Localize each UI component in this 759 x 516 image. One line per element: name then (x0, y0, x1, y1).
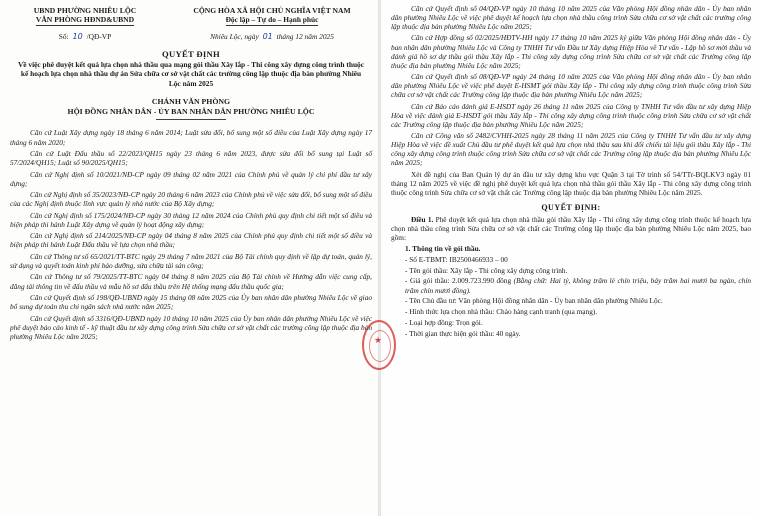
item-package-price (405, 276, 751, 294)
legal-basis-clause: Căn cứ Quyết định số 3316/QĐ-UBND ngày 10 tháng 10 năm 2025 của Ủy ban nhân dân phường Nhiêu Lộc về việc phê duyệt báo cáo kinh tế - kỹ thuật đầu tư xây dựng công trình Sửa chữa cơ sở vật chất các trường công lập thuộc địa bàn phường Nhiêu Lộc năm 2025; (10, 313, 372, 341)
article-1 (391, 215, 751, 242)
seal-star-icon: ★ (374, 336, 383, 346)
legal-basis-clause: Căn cứ Nghị định số 214/2025/NĐ-CP ngày 04 tháng 8 năm 2025 của Chính phủ quy định chi tiết một số điều và biện pháp thi hành Luật Đấu thầu về lựa chọn nhà thầu; (10, 231, 372, 250)
legal-basis-clause: Căn cứ Quyết định số 04/QĐ-VP ngày 10 tháng 10 năm 2025 của Văn phòng Hội đồng nhân dân - Ủy ban nhân dân phường Nhiêu Lộc về việc phê duyệt kế hoạch lựa chọn nhà thầu công trình Sửa chữa cơ sở vật chất các trường công lập thuộc địa bàn phường Nhiêu Lộc năm 2025; (391, 4, 751, 32)
article-1-label: Điều 1. (411, 214, 434, 224)
right-legal-basis (391, 4, 751, 167)
legal-basis-clause: Căn cứ Luật Xây dựng ngày 18 tháng 6 năm 2014; Luật sửa đổi, bổ sung một số điều của Luật Xây dựng ngày 17 tháng 6 năm 2020; (10, 128, 372, 147)
item-owner: - Tên Chủ đầu tư: Văn phòng Hội đồng nhân dân - Ủy ban nhân dân phường Nhiêu Lộc. (405, 296, 663, 306)
legal-basis-clause: Căn cứ Hợp đồng số 02/2025/HĐTV-HH ngày 17 tháng 10 năm 2025 ký giữa Văn phòng Hội đồng nhân dân - Ủy ban nhân dân phường Nhiêu Lộc và Công ty TNHH Tư vấn Đầu tư Xây dựng Hiệp Hòa về Tư vấn - Lập hồ sơ mời thầu và đánh giá hồ sơ dự thầu gói thầu Xây lắp - Thi công xây dựng công trình Sửa chữa cơ sở vật chất các Trường công lập thuộc địa bàn phường Nhiêu Lộc năm 2025; (391, 33, 751, 70)
article-1-text: Phê duyệt kết quả lựa chọn nhà thầu gói thầu Xây lắp - Thi công xây dựng công trình thuộc kế hoạch lựa chọn nhà thầu công trình Sửa chữa cơ sở vật chất các Trường công lập thuộc địa bàn phường Nhiêu Lộc năm 2025, bao gồm: (391, 214, 751, 242)
org-line-1: UBND PHƯỜNG NHIÊU LỘC (33, 6, 137, 15)
legal-basis-clause: Căn cứ Nghị định số 10/2021/NĐ-CP ngày 09 tháng 02 năm 2021 của Chính phủ về quản lý chi phí đầu tư xây dựng; (10, 169, 372, 188)
section-1-title: 1. Thông tin về gói thầu. (405, 244, 481, 254)
nation-name: CỘNG HÒA XÃ HỘI CHỦ NGHĨA VIỆT NAM (193, 6, 351, 15)
item-selection-form: - Hình thức lựa chọn nhà thầu: Chào hàng cạnh tranh (qua mạng). (405, 307, 598, 317)
legal-basis-clause: Căn cứ Quyết định số 198/QĐ-UBND ngày 15 tháng 08 năm 2025 của Ủy ban nhân dân phường Nhiêu Lộc về giao bổ sung dự toán thu chi ngân sách nhà nước năm 2025; (10, 293, 372, 312)
document-date (172, 32, 372, 41)
item-duration: - Thời gian thực hiện gói thầu: 40 ngày. (405, 329, 521, 339)
number-suffix: /QĐ-VP (86, 32, 112, 41)
document-title: QUYẾT ĐỊNH (162, 49, 220, 59)
authority-line-1: CHÁNH VĂN PHÒNG (151, 97, 231, 107)
legal-basis-clause: Căn cứ Quyết định số 08/QĐ-VP ngày 24 tháng 10 năm 2025 của Văn phòng Hội đồng nhân dân - Ủy ban nhân dân phường Nhiêu Lộc về việc phê duyệt E-HSMT gói thầu Xây lắp - Thi công xây dựng công trình thuộc công trình Sửa chữa cơ sở vật chất các Trường công lập thuộc địa bàn phường Nhiêu Lộc năm 2025; (391, 72, 751, 100)
separator-line (156, 119, 226, 120)
left-legal-basis (10, 128, 372, 340)
decision-heading: QUYẾT ĐỊNH: (541, 202, 601, 212)
legal-basis-clause: Căn cứ Thông tư số 79/2025/TT-BTC ngày 04 tháng 8 năm 2025 của Bộ Tài chính về Hướng dẫn việc cung cấp, đăng tải thông tin về đấu thầu và mẫu hồ sơ đấu thầu trên Hệ thống mạng đấu thầu quốc gia; (10, 272, 372, 291)
item-tbmt: - Số E-TBMT: IB2500466933 – 00 (405, 254, 508, 264)
legal-basis-clause: Căn cứ Nghị định số 175/2024/NĐ-CP ngày 30 tháng 12 năm 2024 của Chính phủ quy định chi tiết một số điều và biện pháp thi hành Luật Xây dựng về quản lý hoạt động xây dựng; (10, 210, 372, 229)
issuing-organization (10, 6, 160, 26)
legal-basis-clause: Căn cứ Công văn số 2482/CVHH-2025 ngày 28 tháng 11 năm 2025 của Công ty TNHH Tư vấn đầu tư xây dựng Hiệp Hòa về việc đề xuất Chủ đầu tư phê duyệt kết quả lựa chọn nhà thầu sau khi đối chiếu tài liệu gói thầu Xây lắp - Thi công xây dựng công trình thuộc công trình Sửa chữa cơ sở vật chất các Trường công lập thuộc địa bàn phường Nhiêu Lộc năm 2025; (391, 130, 751, 168)
right-page (381, 0, 759, 516)
number-prefix: Số: (58, 32, 69, 41)
document-header (10, 6, 372, 26)
number-date-line (10, 32, 372, 41)
price-value: - Giá gói thầu: 2.009.723.990 đồng (405, 276, 512, 286)
issuing-authority (10, 97, 372, 116)
item-contract-type: - Loại hợp đồng: Trọn gói. (405, 318, 483, 328)
national-heading (172, 6, 372, 26)
org-line-2: VĂN PHÒNG HĐND&UBND (35, 15, 135, 24)
date-day-handwritten: 01 (262, 32, 273, 41)
number-handwritten: 10 (72, 32, 83, 41)
legal-basis-clause: Căn cứ Báo cáo đánh giá E-HSDT ngày 26 tháng 11 năm 2025 của Công ty TNHH Tư vấn đầu tư xây dựng Hiệp Hòa về việc đánh giá E-HSDT gói thầu Xây lắp - Thi công xây dựng công trình thuộc công trình Sửa chữa cơ sở vật chất các Trường công lập thuộc địa bàn phường Nhiêu Lộc năm 2025; (391, 101, 751, 129)
proposal-paragraph: Xét đề nghị của Ban Quản lý dự án đầu tư xây dựng khu vực Quận 3 tại Tờ trình số 54/TTr-BQLKV3 ngày 01 tháng 12 năm 2025 về việc đề nghị phê duyệt kết quả lựa chọn nhà thầu gói thầu Xây lắp - Thi công xây dựng công trình thuộc công trình Sửa chữa cơ sở vật chất các Trường công lập thuộc địa bàn phường Nhiêu Lộc năm 2025. (391, 169, 751, 197)
national-motto: Độc lập – Tự do – Hạnh phúc (225, 15, 319, 24)
document-subject: Về việc phê duyệt kết quả lựa chọn nhà thầu qua mạng gói thầu Xây lắp - Thi công xây dựng công trình thuộc kế hoạch lựa chọn nhà thầu dự án Sửa chữa cơ sở vật chất các trường công lập thuộc địa bàn phường Nhiêu Lộc năm 2025 (17, 60, 365, 88)
legal-basis-clause: Căn cứ Luật Đấu thầu số 22/2023/QH15 ngày 23 tháng 6 năm 2023, được sửa đổi bổ sung tại Luật số 57/2024/QH15; Luật số 90/2025/QH15; (10, 148, 372, 168)
item-package-name: - Tên gói thầu: Xây lắp - Thi công xây dựng công trình. (405, 265, 568, 275)
authority-line-2: HỘI ĐỒNG NHÂN DÂN - ỦY BAN NHÂN DÂN PHƯỜNG NHIÊU LỘC (67, 106, 315, 116)
document-number (10, 32, 160, 41)
date-prefix: Nhiêu Lộc, ngày (210, 32, 259, 41)
date-suffix: tháng 12 năm 2025 (276, 32, 334, 41)
price-in-words: (Bằng chữ: Hai tỷ, không trăm lẻ chín triệu, bảy trăm hai mươi ba ngàn, chín trăm chín mươi đồng). (405, 276, 751, 295)
legal-basis-clause: Căn cứ Thông tư số 65/2021/TT-BTC ngày 29 tháng 7 năm 2021 của Bộ Tài chính quy định về lập dự toán, quản lý, sử dụng và quyết toán kinh phí bảo dưỡng, sửa chữa tài sản công; (10, 251, 372, 270)
left-page (0, 0, 378, 516)
legal-basis-clause: Căn cứ Nghị định số 35/2023/NĐ-CP ngày 20 tháng 6 năm 2023 của Chính phủ về việc sửa đổi, bổ sung một số điều của các Nghị định thuộc lĩnh vực quản lý nhà nước của Bộ Xây dựng; (10, 190, 372, 209)
